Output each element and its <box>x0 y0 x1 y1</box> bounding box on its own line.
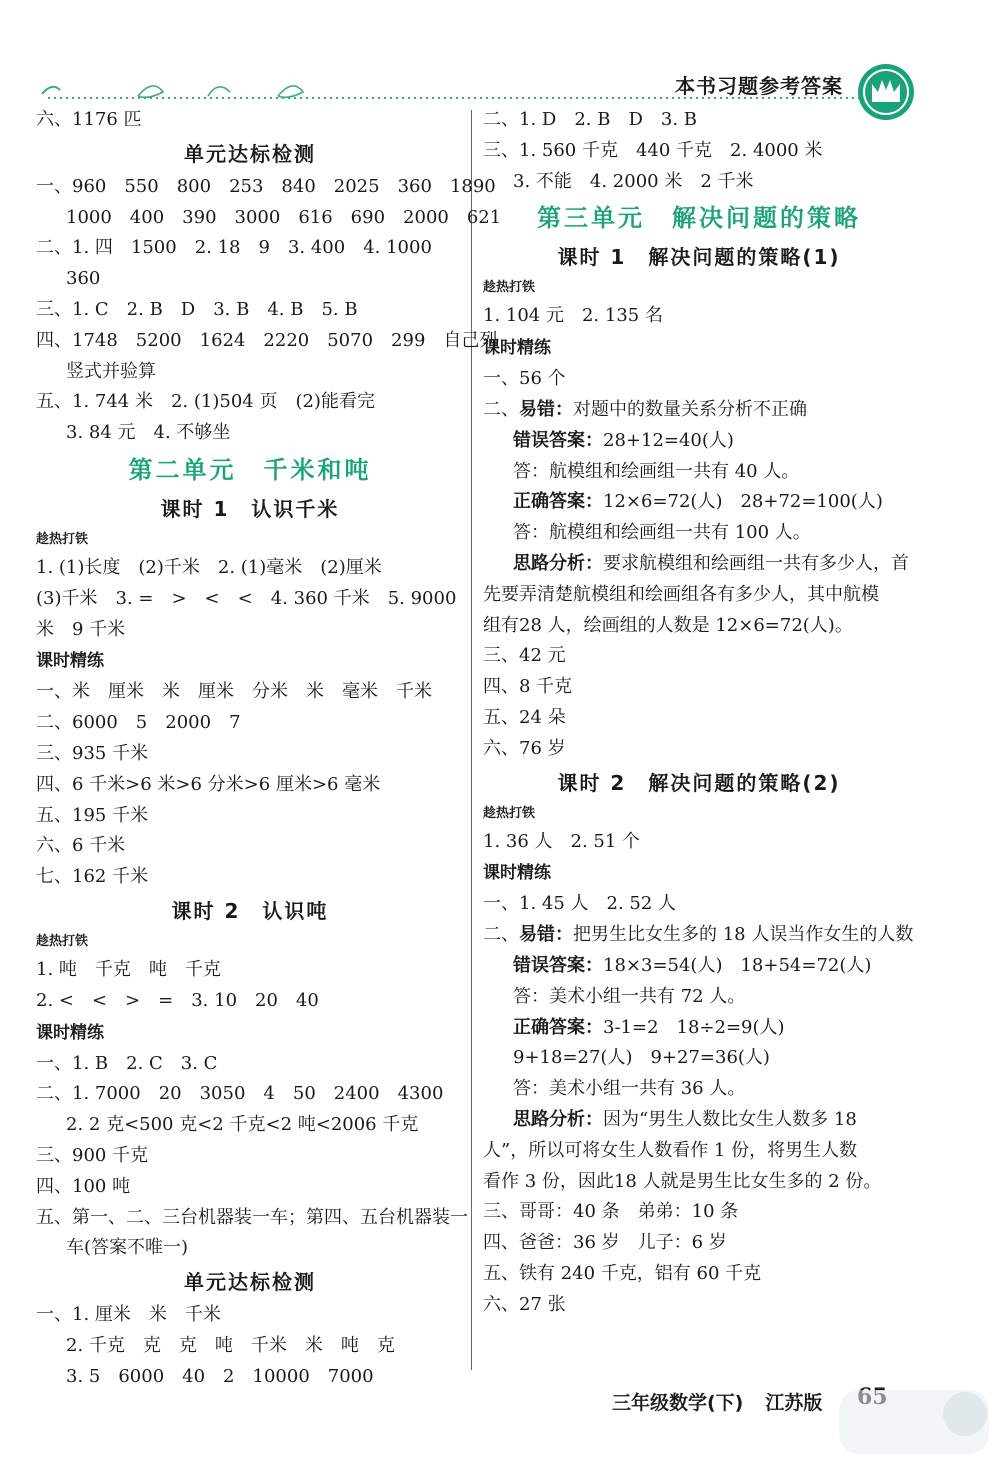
answer-line: 二、1. 7000 20 3050 4 50 2400 4300 <box>36 1083 444 1105</box>
answer-line: 五、195 千米 <box>36 804 149 826</box>
error-text: 对题中的数量关系分析不正确 <box>573 398 807 420</box>
section-title: 单元达标检测 <box>184 141 316 166</box>
answer-line: 竖式并验算 <box>66 360 156 382</box>
left-column <box>36 105 502 1393</box>
analysis-text: 因为“男生人数比女生人数多 18 <box>603 1108 857 1130</box>
analysis-label: 思路分析： <box>513 1108 603 1130</box>
answer-line: (3)千米 3. = > < < 4. 360 千米 5. 9000 <box>36 587 457 609</box>
answer-line: 三、1. C 2. B D 3. B 4. B 5. B <box>36 298 358 320</box>
answer-line <box>483 395 915 426</box>
warmup-label: 趁热打铁 <box>36 933 89 949</box>
answer-line: 看作 3 份，因此18 人就是男生比女生多的 2 份。 <box>483 1170 882 1192</box>
answer-line: 三、1. 560 千克 440 千克 2. 4000 米 <box>483 139 823 161</box>
warmup-label: 趁热打铁 <box>36 531 89 547</box>
footer-edition: 江苏版 <box>765 1392 823 1414</box>
answer-line: 答：美术小组一共有 72 人。 <box>513 985 746 1007</box>
answer-line: 2. 2 克<500 克<2 千克<2 吨<2006 千克 <box>66 1114 419 1136</box>
answer-line: 组有28 人，绘画组的人数是 12×6=72(人)。 <box>483 614 853 636</box>
answer-line: 1. 36 人 2. 51 个 <box>483 830 641 852</box>
wrong-answer-label: 错误答案： <box>513 429 603 451</box>
error-label: 易错： <box>519 924 573 946</box>
answer-line: 3. 5 6000 40 2 10000 7000 <box>66 1365 374 1387</box>
practice-label: 课时精练 <box>36 651 104 672</box>
answer-line: 答：航模组和绘画组一共有 100 人。 <box>513 522 811 544</box>
wrong-answer-text: 18×3=54(人) 18+54=72(人) <box>603 954 872 976</box>
section-title: 单元达标检测 <box>184 1270 316 1295</box>
answer-line: 一、米 厘米 米 厘米 分米 米 毫米 千米 <box>36 681 432 703</box>
answer-line: 9+18=27(人) 9+27=36(人) <box>513 1047 770 1069</box>
analysis-text: 要求航模组和绘画组一共有多少人，首 <box>603 552 909 574</box>
lesson-title: 课时 2 认识吨 <box>171 898 329 923</box>
answer-line: 一、56 个 <box>483 368 566 390</box>
answer-line <box>483 1013 915 1044</box>
answer-line <box>483 920 915 951</box>
answer-line: 三、900 千克 <box>36 1144 149 1166</box>
answer-line: 2. < < > = 3. 10 20 40 <box>36 989 319 1011</box>
answer-line: 3. 84 元 4. 不够坐 <box>66 422 231 444</box>
answer-line: 四、8 千克 <box>483 676 573 698</box>
answer-line: 二、6000 5 2000 7 <box>36 712 241 734</box>
answer-line: 车(答案不唯一) <box>66 1237 189 1259</box>
correct-answer-text: 12×6=72(人) 28+72=100(人) <box>603 491 883 513</box>
answer-line: 1. (1)长度 (2)千米 2. (1)毫米 (2)厘米 <box>36 556 382 578</box>
answer-line: 1. 吨 千克 吨 千克 <box>36 958 221 980</box>
correct-answer-label: 正确答案： <box>513 491 603 513</box>
answer-line: 一、960 550 800 253 840 2025 360 1890 <box>36 175 496 197</box>
practice-label: 课时精练 <box>483 338 551 359</box>
item-number: 二、 <box>483 924 519 946</box>
answer-line: 二、1. D 2. B D 3. B <box>483 109 698 130</box>
answer-line: 四、1748 5200 1624 2220 5070 299 自己列 <box>36 329 498 351</box>
error-text: 把男生比女生多的 18 人误当作女生的人数 <box>573 924 914 946</box>
practice-label: 课时精练 <box>483 863 551 884</box>
wrong-answer-label: 错误答案： <box>513 954 603 976</box>
answer-line: 五、第一、二、三台机器装一车；第四、五台机器装一 <box>36 1206 468 1228</box>
answer-line: 一、1. 厘米 米 千米 <box>36 1304 221 1326</box>
answer-line <box>483 951 915 982</box>
answer-line: 四、爸爸：36 岁 儿子：6 岁 <box>483 1232 727 1254</box>
answer-line: 六、6 千米 <box>36 835 126 857</box>
wrong-answer-text: 28+12=40(人) <box>603 429 734 451</box>
footer-grade: 三年级数学(下) <box>612 1392 744 1414</box>
header-title: 本书习题参考答案 <box>675 74 843 98</box>
correct-answer-label: 正确答案： <box>513 1016 603 1038</box>
answer-line: 360 <box>66 268 101 290</box>
answer-line <box>483 487 915 518</box>
answer-line: 先要弄清楚航模组和绘画组各有多少人，其中航模 <box>483 583 879 605</box>
page-footer <box>612 1388 844 1415</box>
answer-line: 四、100 吨 <box>36 1175 131 1197</box>
answer-line: 3. 不能 4. 2000 米 2 千米 <box>513 170 754 192</box>
item-number: 二、 <box>483 398 519 420</box>
answer-line: 二、1. 四 1500 2. 18 9 3. 400 4. 1000 <box>36 237 432 259</box>
answer-line: 答：航模组和绘画组一共有 40 人。 <box>513 460 800 482</box>
answer-line: 答：美术小组一共有 36 人。 <box>513 1078 746 1100</box>
answer-line: 六、76 岁 <box>483 737 566 759</box>
answer-line <box>483 1105 915 1136</box>
answer-line: 六、27 张 <box>483 1293 566 1315</box>
answer-line: 五、1. 744 米 2. (1)504 页 (2)能看完 <box>36 391 375 413</box>
analysis-label: 思路分析： <box>513 552 603 574</box>
answer-line: 三、935 千米 <box>36 742 149 764</box>
answer-line <box>483 549 915 580</box>
right-column <box>483 105 915 1321</box>
answer-line: 米 9 千米 <box>36 618 126 640</box>
answer-line: 一、1. 45 人 2. 52 人 <box>483 893 677 915</box>
answer-line: 七、162 千米 <box>36 866 149 888</box>
answer-line: 五、铁有 240 千克，铝有 60 千克 <box>483 1262 762 1284</box>
answer-line: 1000 400 390 3000 616 690 2000 621 <box>66 206 502 228</box>
unit-title: 第二单元 千米和吨 <box>128 455 372 484</box>
answer-line: 三、哥哥：40 条 弟弟：10 条 <box>483 1201 739 1223</box>
correct-answer-text: 3-1=2 18÷2=9(人) <box>603 1016 785 1038</box>
watermark-logo <box>835 1380 995 1470</box>
answer-line: 三、42 元 <box>483 645 566 667</box>
answer-line: 2. 千克 克 克 吨 千米 米 吨 克 <box>66 1334 395 1356</box>
lesson-title: 课时 1 解决问题的策略(1) <box>557 245 841 270</box>
practice-label: 课时精练 <box>36 1022 104 1043</box>
column-divider <box>471 110 472 1370</box>
error-label: 易错： <box>519 398 573 420</box>
lesson-title: 课时 2 解决问题的策略(2) <box>557 770 841 795</box>
answer-line: 五、24 朵 <box>483 706 566 728</box>
answer-line: 四、6 千米>6 米>6 分米>6 厘米>6 毫米 <box>36 773 381 795</box>
answer-line: 六、1176 匹 <box>36 109 142 130</box>
warmup-label: 趁热打铁 <box>483 805 536 821</box>
answer-line: 1. 104 元 2. 135 名 <box>483 305 663 327</box>
lesson-title: 课时 1 认识千米 <box>160 496 340 521</box>
unit-title: 第三单元 解决问题的策略 <box>537 204 861 233</box>
answer-line <box>483 426 915 457</box>
answer-line: 人”，所以可将女生人数看作 1 份，将男生人数 <box>483 1139 858 1161</box>
warmup-label: 趁热打铁 <box>483 280 536 296</box>
answer-line: 一、1. B 2. C 3. C <box>36 1052 218 1074</box>
